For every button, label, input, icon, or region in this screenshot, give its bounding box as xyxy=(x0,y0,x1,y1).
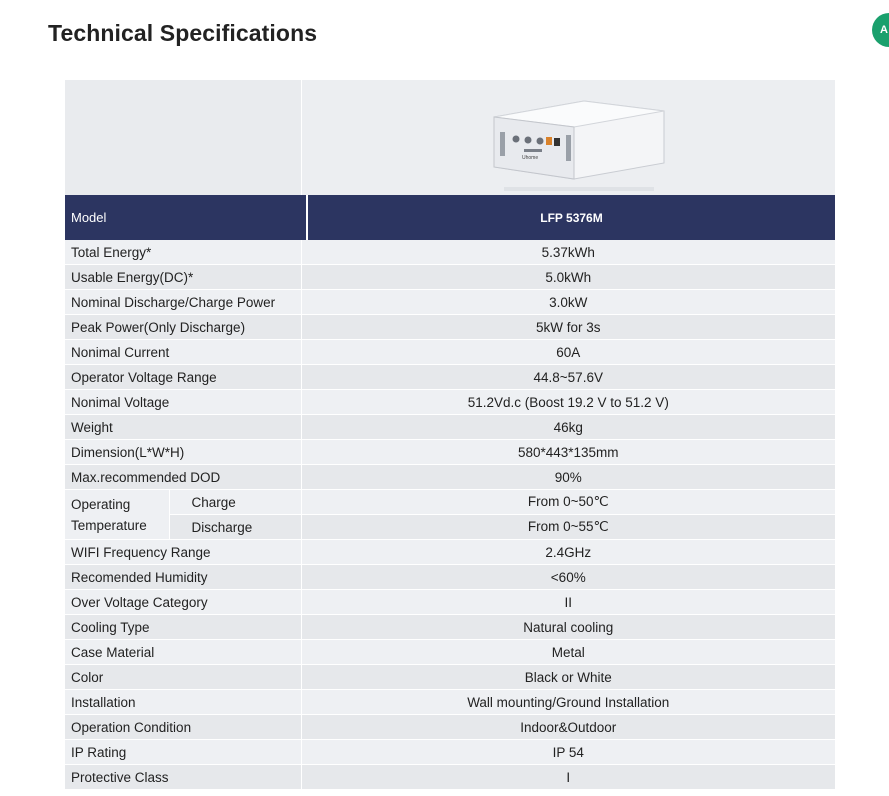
spec-label: Nominal Discharge/Charge Power xyxy=(65,290,301,315)
table-row xyxy=(65,290,835,315)
spec-value: 3.0kW xyxy=(301,290,835,315)
spec-value: <60% xyxy=(301,565,835,590)
spec-value: Indoor&Outdoor xyxy=(301,715,835,740)
table-row xyxy=(65,765,835,790)
spec-value: 580*443*135mm xyxy=(301,440,835,465)
spec-label: Protective Class xyxy=(65,765,301,790)
spec-value: 90% xyxy=(301,465,835,490)
spec-value: IP 54 xyxy=(301,740,835,765)
spec-label: Peak Power(Only Discharge) xyxy=(65,315,301,340)
spec-value: 5.37kWh xyxy=(301,240,835,265)
spec-value: Natural cooling xyxy=(301,615,835,640)
spec-label: Cooling Type xyxy=(65,615,301,640)
spec-value: I xyxy=(301,765,835,790)
product-image-row xyxy=(65,80,835,195)
spec-value: II xyxy=(301,590,835,615)
spec-label: Operator Voltage Range xyxy=(65,365,301,390)
table-row xyxy=(65,415,835,440)
table-row xyxy=(65,490,835,515)
table-row xyxy=(65,315,835,340)
corner-badge[interactable]: A xyxy=(872,13,889,47)
spec-table xyxy=(65,80,835,790)
table-row xyxy=(65,515,835,540)
spec-value: Black or White xyxy=(301,665,835,690)
spec-value: 51.2Vd.c (Boost 19.2 V to 51.2 V) xyxy=(301,390,835,415)
spec-value: 5kW for 3s xyxy=(301,315,835,340)
spec-value: 44.8~57.6V xyxy=(301,365,835,390)
model-value: LFP 5376M xyxy=(540,210,603,225)
spec-value: 2.4GHz xyxy=(301,540,835,565)
charge-value: From 0~50℃ xyxy=(301,490,835,515)
table-row xyxy=(65,240,835,265)
spec-label: Total Energy* xyxy=(65,240,301,265)
table-row xyxy=(65,365,835,390)
spec-label: WIFI Frequency Range xyxy=(65,540,301,565)
spec-label: Color xyxy=(65,665,301,690)
model-header-row xyxy=(65,195,835,240)
spec-label: Nonimal Current xyxy=(65,340,301,365)
spec-label: Weight xyxy=(65,415,301,440)
svg-text:Uhome: Uhome xyxy=(521,155,538,161)
spec-label: Operation Condition xyxy=(65,715,301,740)
spec-value: 46kg xyxy=(301,415,835,440)
table-row xyxy=(65,265,835,290)
temperature-group xyxy=(65,490,835,540)
table-row xyxy=(65,565,835,590)
spec-label: Usable Energy(DC)* xyxy=(65,265,301,290)
battery-product-image xyxy=(464,87,674,195)
table-row xyxy=(65,715,835,740)
spec-value: 5.0kWh xyxy=(301,265,835,290)
temperature-group-label: Operating Temperature xyxy=(65,490,169,540)
table-row xyxy=(65,465,835,490)
spec-value: Metal xyxy=(301,640,835,665)
table-row xyxy=(65,590,835,615)
spec-label: Max.recommended DOD xyxy=(65,465,301,490)
table-row xyxy=(65,690,835,715)
table-row xyxy=(65,740,835,765)
table-row xyxy=(65,440,835,465)
table-row xyxy=(65,640,835,665)
discharge-label: Discharge xyxy=(169,515,301,540)
charge-label: Charge xyxy=(169,490,301,515)
spec-label: Over Voltage Category xyxy=(65,590,301,615)
table-row xyxy=(65,540,835,565)
spec-value: Wall mounting/Ground Installation xyxy=(301,690,835,715)
model-label: Model xyxy=(65,195,308,240)
spec-value: 60A xyxy=(301,340,835,365)
table-row xyxy=(65,390,835,415)
page-title: Technical Specifications xyxy=(48,20,318,46)
spec-label: IP Rating xyxy=(65,740,301,765)
spec-label: Nonimal Voltage xyxy=(65,390,301,415)
spec-rows xyxy=(65,240,835,790)
discharge-value: From 0~55℃ xyxy=(301,515,835,540)
spec-label: Recomended Humidity xyxy=(65,565,301,590)
table-row xyxy=(65,615,835,640)
spec-label: Dimension(L*W*H) xyxy=(65,440,301,465)
table-row xyxy=(65,665,835,690)
spec-label: Case Material xyxy=(65,640,301,665)
table-row xyxy=(65,340,835,365)
spec-label: Installation xyxy=(65,690,301,715)
